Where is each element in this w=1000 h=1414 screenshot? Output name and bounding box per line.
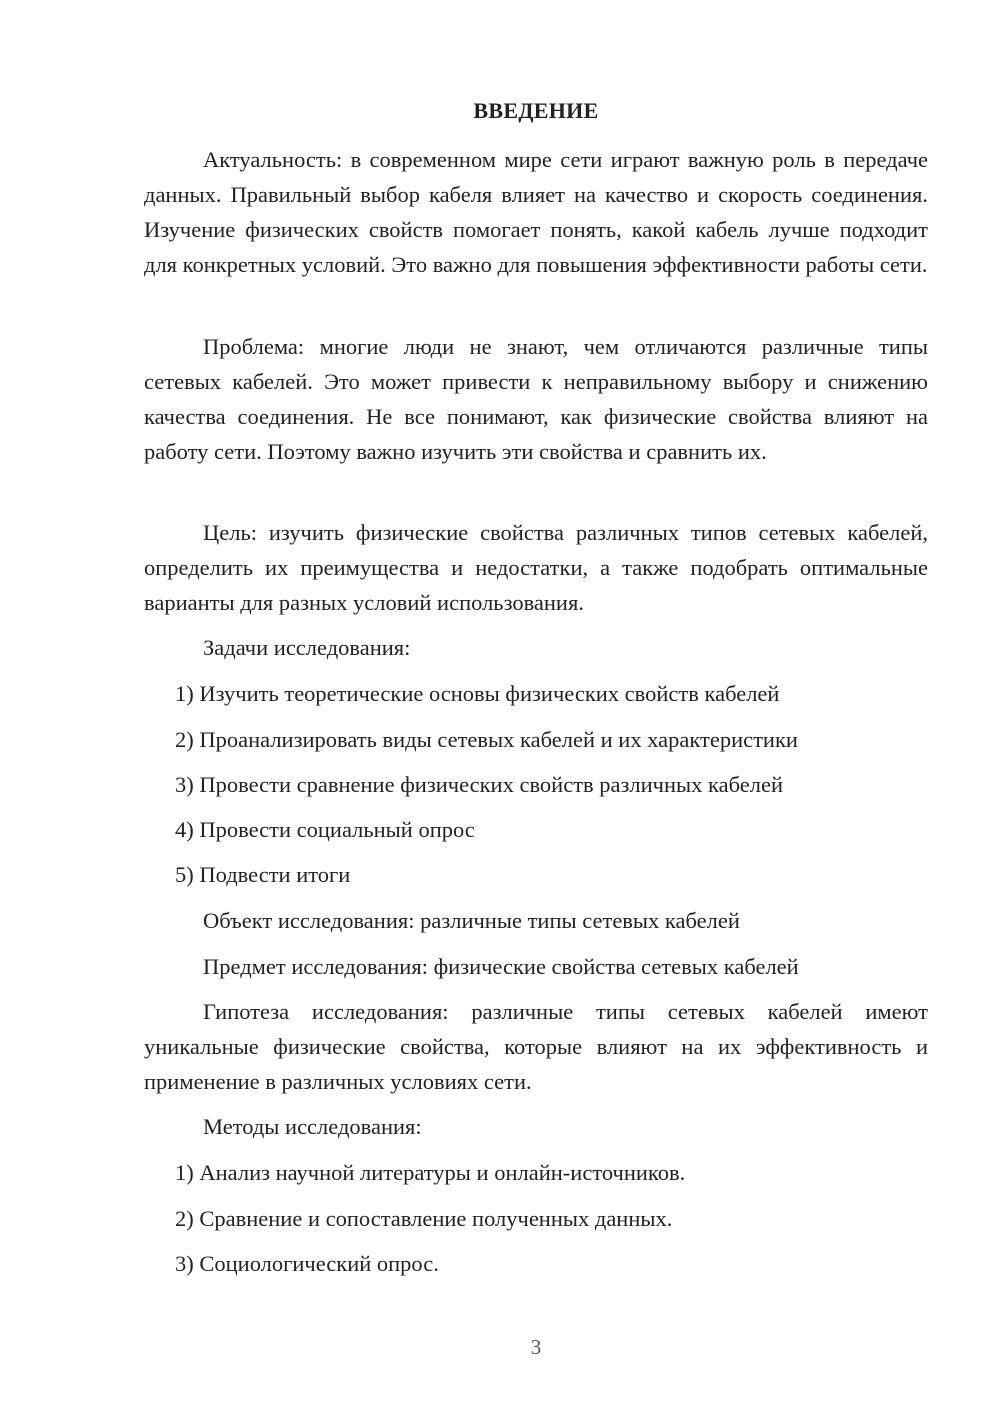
task-item-3: 3) Провести сравнение физических свойств различных кабелей	[175, 772, 783, 797]
task-item-4: 4) Провести социальный опрос	[175, 817, 475, 842]
method-item-2: 2) Сравнение и сопоставление полученных данных.	[175, 1206, 673, 1231]
task-item-5: 5) Подвести итоги	[175, 862, 351, 887]
research-subject: Предмет исследования: физические свойства сетевых кабелей	[203, 954, 799, 979]
problem-paragraph: Проблема: многие люди не знают, чем отличаются различные типы сетевых кабелей. Это может привести к неправильному выбору и снижению качества соединения. Не все понимают, как физические свойства влияют на работу сети. Поэтому важно изучить эти свойства и сравнить их.	[144, 334, 928, 464]
page-number: 3	[530, 1335, 542, 1359]
relevance-paragraph: Актуальность: в современном мире сети играют важную роль в передаче данных. Правильный выбор кабеля влияет на качество и скорость соединения. Изучение физических свойств помогает понять, какой кабель лучше подходит для конкретных условий. Это важно для повышения эффективности работы сети.	[144, 147, 928, 277]
research-object: Объект исследования: различные типы сетевых кабелей	[203, 908, 740, 933]
goal-paragraph: Цель: изучить физические свойства различных типов сетевых кабелей, определить их преимущества и недостатки, а также подобрать оптимальные варианты для разных условий использования.	[144, 520, 928, 615]
method-item-1: 1) Анализ научной литературы и онлайн-источников.	[175, 1160, 686, 1185]
tasks-heading: Задачи исследования:	[203, 635, 411, 660]
method-item-3: 3) Социологический опрос.	[175, 1251, 439, 1276]
page-title: ВВЕДЕНИЕ	[473, 98, 599, 123]
task-item-2: 2) Проанализировать виды сетевых кабелей и их характеристики	[175, 727, 798, 752]
task-item-1: 1) Изучить теоретические основы физических свойств кабелей	[175, 681, 780, 706]
methods-heading: Методы исследования:	[203, 1114, 422, 1139]
hypothesis-paragraph: Гипотеза исследования: различные типы сетевых кабелей имеют уникальные физические свойства, которые влияют на их эффективность и применение в различных условиях сети.	[144, 999, 928, 1094]
